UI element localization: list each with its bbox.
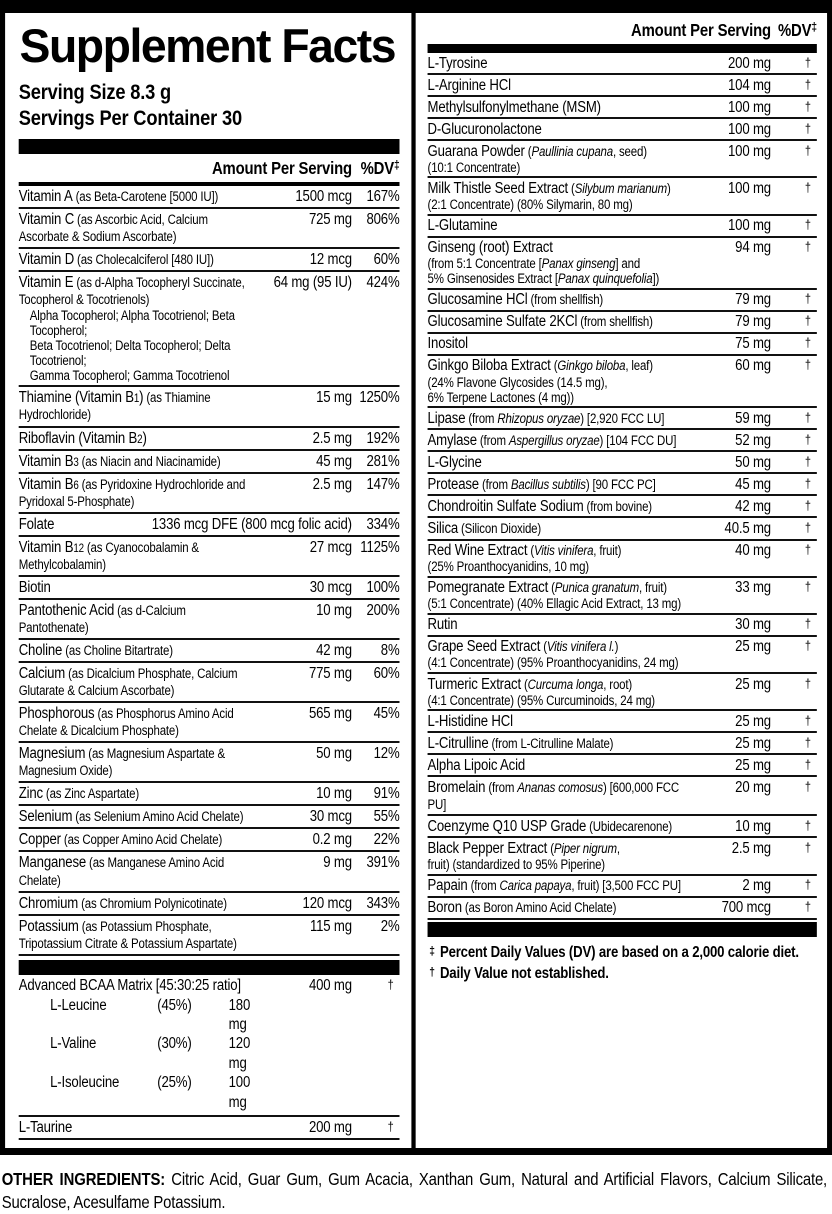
ingredient-row	[428, 474, 817, 496]
ingredient-amount: 104 mg	[728, 76, 771, 94]
ingredient-amount: 30 mcg	[309, 578, 352, 596]
ingredient-amount: 42 mg	[735, 497, 771, 515]
ingredient-dv: †	[804, 616, 811, 632]
ingredient-name: L-Glycine	[427, 453, 482, 471]
left-ingredient-rows	[19, 186, 400, 1140]
ingredient-name: Glucosamine Sulfate 2KCl (from shellfish)	[427, 313, 653, 331]
ingredient-row	[19, 783, 400, 806]
ingredient-name: Magnesium (as Magnesium Aspartate & Magnesium Oxide)	[18, 745, 226, 779]
ingredient-dv: †	[387, 976, 394, 992]
section-bar	[428, 44, 817, 53]
ingredient-amount: 75 mg	[735, 335, 771, 353]
ingredient-amount: 40.5 mg	[724, 519, 771, 537]
ingredient-subline: (4:1 Concentrate) (95% Curcuminoids, 24 mg)	[427, 692, 655, 708]
ingredient-row	[19, 474, 400, 514]
ingredient-amount: 200 mg	[728, 54, 771, 72]
ingredient-name: Biotin	[18, 578, 51, 596]
ingredient-dv: †	[804, 335, 811, 351]
ingredient-name: Pomegranate Extract (Punica granatum, fruit) (5:1 Concentrate) (40% Ellagic Acid Extract, 13 mg)	[428, 579, 686, 611]
ingredient-row	[19, 387, 400, 427]
ingredient-dv: †	[804, 98, 811, 114]
ingredient-row	[19, 829, 400, 852]
ingredient-dv: 167%	[366, 187, 400, 205]
ingredient-dv: †	[804, 357, 811, 373]
ingredient-dv: †	[804, 734, 811, 750]
ingredient-name: Riboflavin (Vitamin B2)	[18, 429, 147, 447]
ingredient-dv: 60%	[373, 665, 400, 683]
ingredient-amount: 15 mg	[316, 389, 352, 407]
ingredient-amount: 1336 mcg DFE (800 mcg folic acid)	[151, 515, 352, 533]
ingredient-amount: 200 mg	[308, 1118, 352, 1136]
ingredient-name: Thiamine (Vitamin B1) (as Thiamine Hydrochloride)	[18, 389, 211, 423]
page-title: Supplement Facts	[19, 19, 396, 72]
ingredient-row	[19, 186, 400, 209]
ingredient-dv: 424%	[366, 273, 400, 291]
ingredient-dv: 45%	[373, 705, 400, 723]
ingredient-name: Ginkgo Biloba Extract (Ginkgo biloba, leaf) (24% Flavone Glycosides (14.5 mg), 6% Terpene Lactones (4 mg))	[428, 357, 686, 404]
ingredient-amount: 94 mg	[735, 239, 771, 257]
ingredient-row	[19, 852, 400, 892]
ingredient-row	[428, 838, 817, 875]
ingredient-row	[428, 615, 817, 637]
ingredient-row	[428, 711, 817, 733]
ingredient-amount: 100 mg	[728, 98, 771, 116]
ingredient-amount: 9 mg	[323, 854, 352, 872]
ingredient-name: L-Tyrosine	[427, 54, 488, 72]
ingredient-row	[19, 272, 400, 388]
ingredient-name: Methylsulfonylmethane (MSM)	[427, 98, 601, 116]
bcaa-subrow: L-Isoleucine (25%) 100 mg	[50, 1074, 251, 1111]
ingredient-dv: 1125%	[360, 538, 400, 556]
ingredient-subline: (24% Flavone Glycosides (14.5 mg),	[427, 374, 608, 390]
ingredient-dv: 192%	[366, 429, 400, 447]
ingredient-name: Vitamin D (as Cholecalciferol [480 IU])	[18, 250, 214, 268]
ingredient-amount: 30 mcg	[309, 808, 352, 826]
ingredient-amount: 120 mcg	[302, 894, 352, 912]
ingredient-row	[19, 806, 400, 829]
ingredient-row	[428, 733, 817, 755]
ingredient-name: Coenzyme Q10 USP Grade (Ubidecarenone)	[427, 817, 673, 835]
ingredient-dv: †	[804, 76, 811, 92]
section-bar	[19, 960, 400, 975]
ingredient-row	[428, 452, 817, 474]
ingredient-name: Selenium (as Selenium Amino Acid Chelate)	[18, 808, 244, 826]
ingredient-name: Black Pepper Extract (Piper nigrum, fruit) (standardized to 95% Piperine)	[428, 840, 686, 872]
ingredient-name: Rutin	[427, 616, 458, 634]
ingredient-row	[428, 898, 817, 920]
ingredient-amount: 20 mg	[735, 778, 771, 796]
ingredient-name: Papain (from Carica papaya, fruit) [3,500 FCC PU]	[427, 877, 681, 895]
ingredient-row	[19, 663, 400, 703]
ingredient-row	[428, 141, 817, 178]
ingredient-subline: (5:1 Concentrate) (40% Ellagic Acid Extract, 13 mg)	[427, 596, 682, 612]
ingredient-dv: †	[804, 453, 811, 469]
ingredient-dv: †	[804, 899, 811, 915]
ingredient-amount: 775 mg	[308, 665, 352, 683]
ingredient-dv: 60%	[373, 250, 400, 268]
ingredient-row	[428, 755, 817, 777]
ingredient-row	[19, 1117, 400, 1140]
ingredient-name: Copper (as Copper Amino Acid Chelate)	[18, 831, 223, 849]
ingredient-name: L-Citrulline (from L-Citrulline Malate)	[427, 734, 614, 752]
ingredient-row	[19, 743, 400, 783]
ingredient-amount: 12 mcg	[309, 250, 352, 268]
ingredient-dv: 12%	[373, 745, 400, 763]
header-percent-dv: %DV‡	[360, 157, 400, 178]
ingredient-row	[19, 640, 400, 663]
ingredient-dv: †	[804, 497, 811, 513]
bcaa-subrow: L-Leucine (45%) 180 mg	[50, 996, 251, 1034]
ingredient-subline: fruit) (standardized to 95% Piperine)	[427, 857, 605, 872]
ingredient-dv: 806%	[366, 210, 400, 228]
ingredient-name: Potassium (as Potassium Phosphate, Tripotassium Citrate & Potassium Aspartate)	[18, 917, 237, 951]
ingredient-row	[428, 97, 817, 119]
serving-size: Serving Size 8.3 g	[18, 80, 172, 104]
ingredient-amount: 100 mg	[728, 217, 771, 234]
ingredient-amount: 60 mg	[735, 357, 771, 375]
servings-per-container: Servings Per Container 30	[18, 105, 242, 130]
ingredient-name: Vitamin C (as Ascorbic Acid, Calcium Ascorbate & Sodium Ascorbate)	[18, 210, 208, 244]
ingredient-amount: 79 mg	[735, 313, 771, 331]
ingredient-amount: 33 mg	[735, 579, 771, 597]
ingredient-name: Milk Thistle Seed Extract (Silybum marianum) (2:1 Concentrate) (80% Silymarin, 80 mg)	[428, 180, 686, 212]
ingredient-row	[19, 703, 400, 743]
ingredient-subline: (10:1 Concentrate)	[427, 159, 521, 175]
footnote: ‡ Percent Daily Values (DV) are based on a 2,000 calorie diet.	[429, 943, 799, 961]
double-dagger-mark: ‡	[811, 20, 817, 34]
ingredient-row	[19, 577, 400, 600]
ingredient-row	[428, 334, 817, 356]
section-bar	[19, 139, 400, 154]
ingredient-dv: †	[804, 817, 811, 833]
ingredient-name: Folate	[18, 515, 55, 533]
ingredient-name: Chondroitin Sulfate Sodium (from bovine)	[427, 497, 652, 515]
ingredient-amount: 10 mg	[316, 601, 352, 619]
ingredient-amount: 42 mg	[316, 641, 352, 659]
ingredient-amount: 25 mg	[735, 734, 771, 752]
ingredient-subline: Gamma Tocopherol; Gamma Tocotrienol	[29, 368, 230, 384]
ingredient-subline: (2:1 Concentrate) (80% Silymarin, 80 mg)	[427, 196, 633, 212]
ingredient-row	[428, 430, 817, 452]
ingredient-amount: 1500 mcg	[295, 187, 352, 205]
bcaa-subrow: L-Valine (30%) 120 mg	[50, 1035, 251, 1072]
ingredient-name: Advanced BCAA Matrix [45:30:25 ratio] L-Leucine (45%) 180 mg L-Valine (30%) 120 mg L-Isoleucine (25%) 100 mg	[19, 977, 257, 1113]
ingredient-dv: 100%	[366, 578, 400, 596]
other-ingredients	[2, 1168, 827, 1214]
ingredient-row	[19, 916, 400, 956]
other-ingredients-text: Citric Acid, Guar Gum, Gum Acacia, Xanthan Gum, Natural and Artificial Flavors, Calcium Silicate, Sucralose, Acesulfame Potassium.	[1, 1169, 828, 1212]
ingredient-amount: 2 mg	[742, 877, 771, 895]
ingredient-name: Calcium (as Dicalcium Phosphate, Calcium Glutarate & Calcium Ascorbate)	[18, 665, 238, 699]
ingredient-dv: 391%	[366, 854, 400, 872]
ingredient-dv: †	[804, 54, 811, 70]
double-dagger-mark: ‡	[393, 157, 400, 172]
ingredient-amount: 700 mcg	[721, 899, 771, 917]
ingredient-row	[19, 537, 400, 577]
ingredient-name: L-Taurine	[18, 1118, 73, 1136]
ingredient-name: Inositol	[427, 335, 468, 353]
footnote-mark: †	[429, 964, 435, 979]
footnote: † Daily Value not established.	[429, 964, 609, 982]
ingredient-dv: †	[804, 179, 811, 195]
ingredient-subline: (4:1 Concentrate) (95% Proanthocyanidins, 24 mg)	[427, 655, 679, 671]
ingredient-name: Silica (Silicon Dioxide)	[427, 519, 542, 537]
ingredient-amount: 100 mg	[728, 120, 771, 138]
ingredient-name: Amylase (from Aspergillus oryzae) [104 FCC DU]	[427, 431, 677, 449]
ingredient-row	[428, 496, 817, 518]
ingredient-subline: 5% Ginsenosides Extract [Panax quinquefolia])	[427, 271, 660, 287]
ingredient-row	[428, 518, 817, 540]
ingredient-name: Vitamin A (as Beta-Carotene [5000 IU])	[18, 187, 219, 205]
ingredient-row	[19, 249, 400, 272]
ingredient-row	[428, 216, 817, 238]
ingredient-name: Turmeric Extract (Curcuma longa, root) (4:1 Concentrate) (95% Curcuminoids, 24 mg)	[428, 676, 686, 708]
footnotes	[429, 943, 817, 985]
ingredient-name: Vitamin E (as d-Alpha Tocopheryl Succinate, Tocopherol & Tocotrienols) Alpha Tocopherol; Alpha Tocotrienol; Beta Tocopherol; Beta Tocotrienol; Delta Tocopherol; Delta Tocotrienol; Gamma Tocopherol; Gamma Tocotrienol	[19, 274, 257, 384]
ingredient-amount: 45 mg	[735, 475, 771, 493]
ingredient-name: Guarana Powder (Paullinia cupana, seed) (10:1 Concentrate)	[428, 143, 686, 175]
ingredient-row	[428, 876, 817, 898]
ingredient-row	[428, 75, 817, 97]
ingredient-dv: †	[804, 839, 811, 855]
ingredient-amount: 10 mg	[316, 785, 352, 803]
ingredient-row	[19, 893, 400, 916]
ingredient-dv: 1250%	[359, 389, 400, 407]
ingredient-dv: †	[804, 778, 811, 794]
ingredient-dv: 334%	[366, 515, 400, 533]
ingredient-dv: 22%	[373, 831, 400, 849]
ingredient-row	[428, 356, 817, 408]
ingredient-amount: 25 mg	[735, 638, 771, 656]
ingredient-dv: †	[804, 712, 811, 728]
ingredient-amount: 100 mg	[728, 142, 771, 160]
ingredient-amount: 59 mg	[735, 409, 771, 427]
ingredient-dv: 55%	[373, 808, 400, 826]
ingredient-dv: 343%	[366, 894, 400, 912]
ingredient-subline: (from 5:1 Concentrate [Panax ginseng] and	[427, 256, 641, 272]
ingredient-amount: 725 mg	[308, 210, 352, 228]
ingredient-dv: 2%	[380, 917, 400, 935]
ingredient-row	[428, 290, 817, 312]
ingredient-amount: 2.5 mg	[312, 429, 352, 447]
ingredient-name: D-Glucuronolactone	[427, 120, 542, 138]
ingredient-dv: 91%	[373, 785, 400, 803]
ingredient-name: L-Glutamine	[427, 217, 498, 234]
header-amount-per-serving: Amount Per Serving	[211, 157, 352, 178]
ingredient-dv: †	[804, 638, 811, 654]
right-ingredient-rows	[428, 53, 817, 920]
ingredient-subline: Beta Tocotrienol; Delta Tocopherol; Delta Tocotrienol;	[29, 338, 231, 369]
ingredient-dv: 281%	[366, 452, 400, 470]
ingredient-amount: 50 mg	[316, 745, 352, 763]
ingredient-amount: 64 mg (95 IU)	[273, 273, 352, 291]
ingredient-dv: †	[804, 142, 811, 158]
ingredient-row	[428, 119, 817, 141]
ingredient-name: Manganese (as Manganese Amino Acid Chelate)	[18, 854, 225, 888]
ingredient-row	[428, 408, 817, 430]
header-amount-per-serving: Amount Per Serving	[631, 20, 771, 40]
ingredient-amount: 2.5 mg	[731, 839, 771, 857]
ingredient-name: L-Histidine HCl	[427, 712, 513, 730]
ingredient-name: Vitamin B3 (as Niacin and Niacinamide)	[18, 452, 221, 470]
ingredient-name: Red Wine Extract (Vitis vinifera, fruit) (25% Proanthocyanidins, 10 mg)	[428, 542, 686, 574]
ingredient-dv: †	[804, 239, 811, 255]
ingredient-row	[428, 637, 817, 674]
ingredient-name: Boron (as Boron Amino Acid Chelate)	[427, 899, 617, 917]
ingredient-dv: †	[804, 675, 811, 691]
ingredient-row	[428, 777, 817, 816]
left-column	[5, 13, 411, 1148]
ingredient-amount: 50 mg	[735, 453, 771, 471]
right-column	[411, 13, 827, 1148]
ingredient-row	[428, 312, 817, 334]
ingredient-subline: (25% Proanthocyanidins, 10 mg)	[427, 559, 589, 575]
ingredient-dv: †	[804, 217, 811, 232]
ingredient-dv: †	[804, 291, 811, 307]
ingredient-name: Grape Seed Extract (Vitis vinifera l.) (4:1 Concentrate) (95% Proanthocyanidins, 24 mg)	[428, 638, 686, 670]
ingredient-amount: 25 mg	[735, 675, 771, 693]
ingredient-dv: †	[804, 756, 811, 772]
ingredient-name: Pantothenic Acid (as d-Calcium Pantothenate)	[18, 601, 186, 635]
ingredient-name: Protease (from Bacillus subtilis) [90 FCC PC]	[427, 475, 656, 493]
ingredient-dv: 200%	[366, 601, 400, 619]
ingredient-name: Chromium (as Chromium Polynicotinate)	[18, 894, 227, 912]
ingredient-row	[428, 53, 817, 75]
ingredient-name: Vitamin B12 (as Cyanocobalamin & Methylcobalamin)	[18, 538, 199, 572]
ingredient-amount: 25 mg	[735, 756, 771, 774]
ingredient-amount: 400 mg	[308, 976, 352, 994]
ingredient-row	[19, 451, 400, 474]
ingredient-dv: †	[804, 475, 811, 491]
ingredient-dv: †	[804, 877, 811, 893]
ingredient-dv: †	[804, 120, 811, 136]
ingredient-row	[19, 975, 400, 1117]
ingredient-dv: 147%	[366, 475, 400, 493]
ingredient-row	[428, 578, 817, 615]
ingredient-row	[428, 816, 817, 838]
ingredient-row	[428, 541, 817, 578]
ingredient-dv: †	[804, 431, 811, 447]
ingredient-subline: Alpha Tocopherol; Alpha Tocotrienol; Beta Tocopherol;	[29, 307, 235, 338]
ingredient-amount: 100 mg	[728, 179, 771, 197]
ingredient-amount: 25 mg	[735, 712, 771, 730]
other-ingredients-label: OTHER INGREDIENTS:	[1, 1169, 166, 1190]
ingredient-row	[428, 178, 817, 215]
ingredient-amount: 30 mg	[735, 616, 771, 634]
ingredient-amount: 2.5 mg	[312, 475, 352, 493]
ingredient-name: Vitamin B6 (as Pyridoxine Hydrochloride and Pyridoxal 5-Phosphate)	[18, 475, 246, 509]
ingredient-amount: 115 mg	[309, 917, 352, 935]
ingredient-row	[19, 428, 400, 451]
section-bar	[428, 922, 817, 937]
ingredient-name: Lipase (from Rhizopus oryzae) [2,920 FCC LU]	[427, 409, 665, 427]
ingredient-row	[19, 514, 400, 537]
ingredient-amount: 27 mcg	[309, 538, 352, 556]
ingredient-dv: 8%	[380, 641, 400, 659]
ingredient-name: Alpha Lipoic Acid	[427, 756, 526, 774]
ingredient-row	[428, 674, 817, 711]
ingredient-row	[428, 238, 817, 290]
ingredient-dv: †	[804, 409, 811, 425]
ingredient-name: Bromelain (from Ananas comosus) [600,000 FCC PU]	[427, 778, 680, 812]
ingredient-name: Phosphorous (as Phosphorus Amino Acid Chelate & Dicalcium Phosphate)	[18, 705, 234, 739]
ingredient-dv: †	[804, 579, 811, 595]
ingredient-dv: †	[804, 313, 811, 329]
ingredient-row	[19, 600, 400, 640]
ingredient-name: Glucosamine HCl (from shellfish)	[427, 291, 604, 309]
ingredient-dv: †	[387, 1118, 394, 1134]
ingredient-amount: 79 mg	[735, 291, 771, 309]
ingredient-name: Choline (as Choline Bitartrate)	[18, 641, 173, 659]
table-header	[19, 154, 400, 186]
ingredient-name: Ginseng (root) Extract (from 5:1 Concentrate [Panax ginseng] and 5% Ginsenosides Extract [Panax quinquefolia])	[428, 239, 686, 286]
table-header	[428, 13, 817, 44]
ingredient-subline: 6% Terpene Lactones (4 mg))	[427, 389, 574, 405]
ingredient-amount: 10 mg	[735, 817, 771, 835]
ingredient-amount: 52 mg	[735, 431, 771, 449]
ingredient-amount: 565 mg	[308, 705, 352, 723]
ingredient-name: Zinc (as Zinc Aspartate)	[18, 785, 140, 803]
header-percent-dv: %DV‡	[777, 20, 817, 40]
ingredient-row	[19, 209, 400, 249]
ingredient-amount: 40 mg	[735, 542, 771, 559]
ingredient-amount: 0.2 mg	[312, 831, 352, 849]
ingredient-name: L-Arginine HCl	[427, 76, 511, 94]
footnote-mark: ‡	[429, 943, 435, 958]
ingredient-amount: 45 mg	[316, 452, 352, 470]
ingredient-dv: †	[804, 519, 811, 535]
ingredient-dv: †	[804, 542, 811, 557]
